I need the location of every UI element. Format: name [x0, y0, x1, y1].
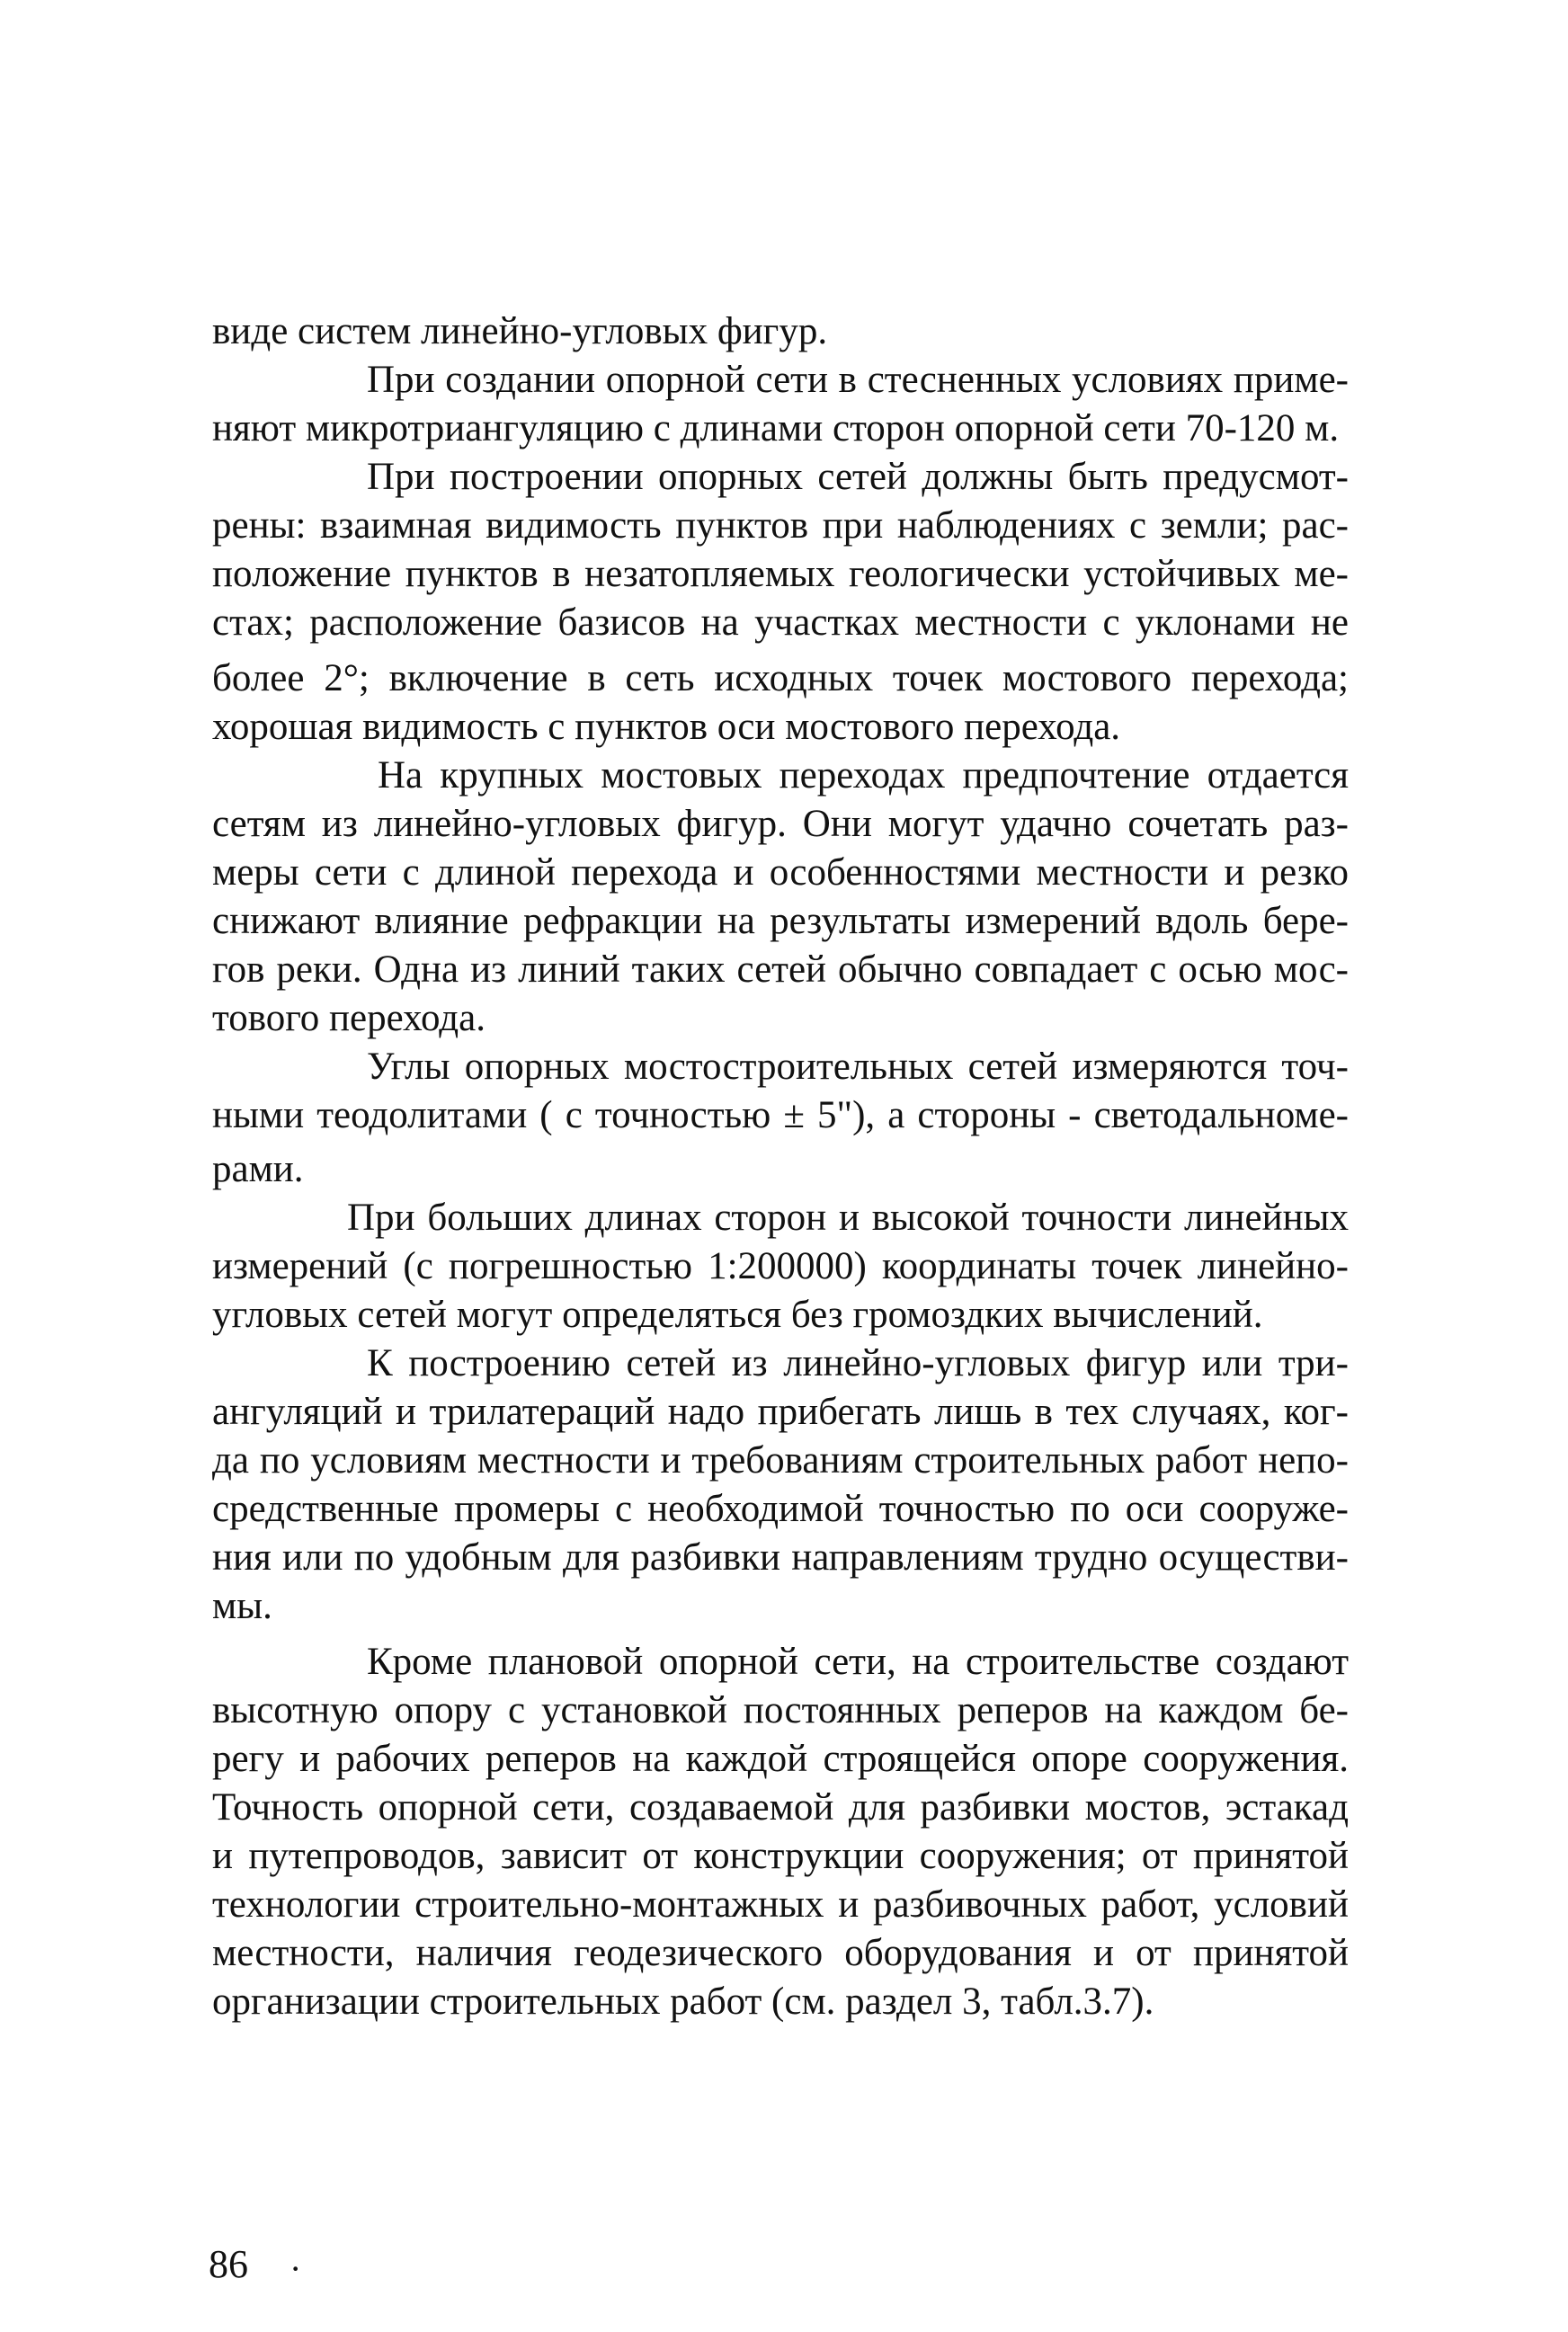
- text-line: рены: взаимная видимость пунктов при наблюдениях с земли; рас-: [212, 504, 1349, 547]
- body-text: [212, 307, 1349, 2026]
- text-line: меры сети с длиной перехода и особенностями местности и резко: [212, 851, 1349, 894]
- text-line: средственные промеры с необходимой точностью по оси сооруже-: [212, 1488, 1349, 1530]
- page-dot-mark: ·: [290, 2248, 302, 2289]
- text-line: ангуляций и трилатераций надо прибегать лишь в тех случаях, ког-: [212, 1391, 1349, 1433]
- text-line: Углы опорных мостостроительных сетей измеряются точ-: [367, 1046, 1349, 1088]
- text-line: технологии строительно-монтажных и разбивочных работ, условий: [212, 1883, 1349, 1926]
- paragraph-4: [212, 752, 1349, 1043]
- paragraph-8: [212, 1638, 1349, 2026]
- text-line: высотную опору с установкой постоянных реперов на каждом бе-: [212, 1689, 1349, 1731]
- text-line: ния или по удобным для разбивки направлениям трудно осуществи-: [212, 1536, 1349, 1579]
- text-line: снижают влияние рефракции на результаты измерений вдоль бере-: [212, 900, 1349, 942]
- paragraph-7: [212, 1340, 1349, 1631]
- text-line: Точность опорной сети, создаваемой для разбивки мостов, эстакад: [212, 1786, 1349, 1829]
- paragraph-6: [212, 1194, 1349, 1340]
- text-line: сетям из линейно-угловых фигур. Они могут удачно сочетать раз-: [212, 803, 1349, 845]
- paragraph-3: [212, 453, 1349, 752]
- text-line: няют микротриангуляцию с длинами сторон опорной сети 70-120 м.: [212, 407, 1340, 449]
- text-line: При создании опорной сети в стесненных условиях приме-: [367, 359, 1349, 401]
- text-line: измерений (с погрешностью 1:200000) координаты точек линейно-: [212, 1245, 1349, 1287]
- text-line: местности, наличия геодезического оборудования и от принятой: [212, 1932, 1349, 1974]
- text-line: На крупных мостовых переходах предпочтение отдается: [378, 754, 1349, 797]
- text-line: гов реки. Одна из линий таких сетей обычно совпадает с осью мос-: [212, 948, 1349, 991]
- text-line: положение пунктов в незатопляемых геологически устойчивых ме-: [212, 553, 1349, 595]
- text-line: да по условиям местности и требованиям строительных работ непо-: [212, 1439, 1349, 1482]
- text-line: тового перехода.: [212, 997, 486, 1039]
- text-line: При больших длинах сторон и высокой точности линейных: [347, 1197, 1349, 1239]
- text-line: регу и рабочих реперов на каждой строящейся опоре сооружения.: [212, 1738, 1349, 1780]
- text-line: стах; расположение базисов на участках местности с уклонами не: [212, 601, 1349, 644]
- text-line: К построению сетей из линейно-угловых фигур или три-: [367, 1342, 1349, 1384]
- page-number: 86: [209, 2242, 248, 2286]
- text-line: более 2°; включение в сеть исходных точек мостового перехода;: [212, 657, 1349, 699]
- text-line: рами.: [212, 1148, 304, 1190]
- paragraph-5: [212, 1043, 1349, 1194]
- text-line: виде систем линейно-угловых фигур.: [212, 310, 828, 352]
- text-line: Кроме плановой опорной сети, на строительстве создают: [367, 1641, 1349, 1683]
- text-line: организации строительных работ (см. раздел 3, табл.3.7).: [212, 1980, 1154, 2023]
- text-line: ными теодолитами ( с точностью ± 5"), а стороны - светодальноме-: [212, 1094, 1349, 1136]
- paragraph-1: [212, 307, 1349, 356]
- text-line: При построении опорных сетей должны быть предусмот-: [367, 456, 1349, 498]
- paragraph-2: [212, 356, 1349, 453]
- text-line: и путепроводов, зависит от конструкции сооружения; от принятой: [212, 1835, 1349, 1877]
- text-line: мы.: [212, 1585, 272, 1627]
- text-line: угловых сетей могут определяться без громоздких вычислений.: [212, 1294, 1263, 1336]
- text-line: хорошая видимость с пунктов оси мостового перехода.: [212, 706, 1121, 748]
